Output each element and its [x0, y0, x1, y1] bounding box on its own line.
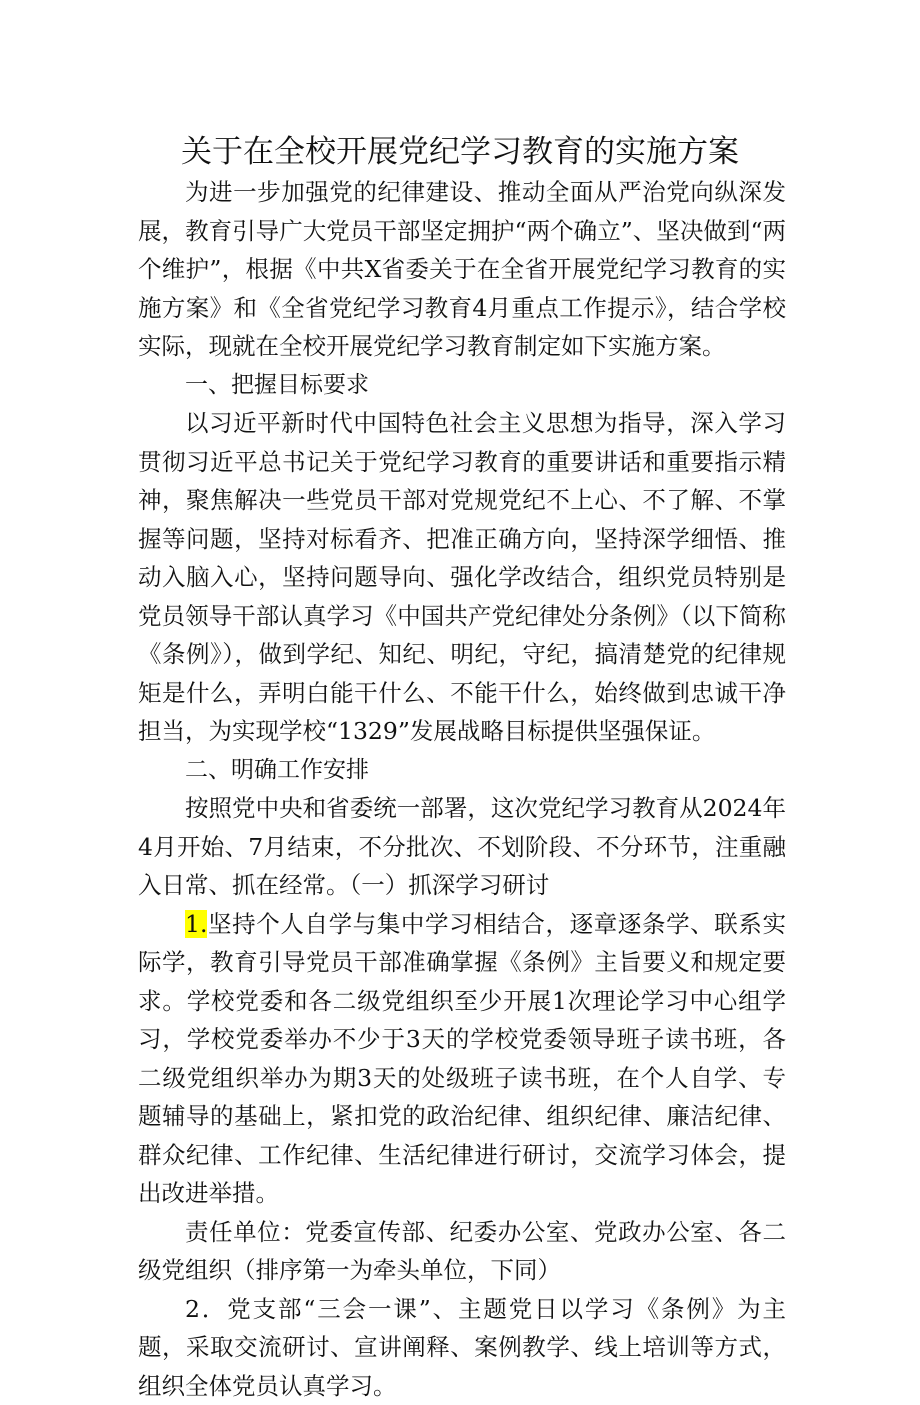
- item-1-paragraph: [138, 905, 786, 1213]
- goals-paragraph: 以习近平新时代中国特色社会主义思想为指导，深入学习贯彻习近平总书记关于党纪学习教育的重要讲话和重要指示精神，聚焦解决一些党员干部对党规党纪不上心、不了解、不掌握等问题，坚持对标看齐、把准正确方向，坚持深学细悟、推动入脑入心，坚持问题导向、强化学改结合，组织党员特别是党员领导干部认真学习《中国共产党纪律处分条例》（以下简称《条例》），做到学纪、知纪、明纪，守纪，搞清楚党的纪律规矩是什么，弄明白能干什么、不能干什么，始终做到忠诚干净担当，为实现学校“1329”发展战略目标提供坚强保证。: [138, 404, 786, 751]
- document-body: [138, 173, 786, 1405]
- section-heading-arrangements: 二、明确工作安排: [138, 751, 786, 790]
- intro-paragraph: 为进一步加强党的纪律建设、推动全面从严治党向纵深发展，教育引导广大党员干部坚定拥护“两个确立”、坚决做到“两个维护”，根据《中共X省委关于在全省开展党纪学习教育的实施方案》和《全省党纪学习教育4月重点工作提示》，结合学校实际，现就在全校开展党纪学习教育制定如下实施方案。: [138, 173, 786, 366]
- item-2-paragraph: 2．党支部“三会一课”、主题党日以学习《条例》为主题，采取交流研讨、宣讲阐释、案例教学、线上培训等方式，组织全体党员认真学习。: [138, 1290, 786, 1405]
- document-title: 关于在全校开展党纪学习教育的实施方案: [140, 130, 780, 174]
- arrangements-paragraph: 按照党中央和省委统一部署，这次党纪学习教育从2024年4月开始、7月结束，不分批次、不划阶段、不分环节，注重融入日常、抓在经常。（一）抓深学习研讨: [138, 789, 786, 905]
- item-1-text: 坚持个人自学与集中学习相结合，逐章逐条学、联系实际学，教育引导党员干部准确掌握《条例》主旨要义和规定要求。学校党委和各二级党组织至少开展1次理论学习中心组学习，学校党委举办不少于3天的学校党委领导班子读书班，各二级党组织举办为期3天的处级班子读书班，在个人自学、专题辅导的基础上，紧扣党的政治纪律、组织纪律、廉洁纪律、群众纪律、工作纪律、生活纪律进行研讨，交流学习体会，提出改进举措。: [138, 910, 786, 1208]
- responsibility-paragraph: 责任单位：党委宣传部、纪委办公室、党政办公室、各二级党组织（排序第一为牵头单位，下同）: [138, 1213, 786, 1290]
- item-1-marker-highlight: 1.: [185, 910, 207, 938]
- section-heading-goals: 一、把握目标要求: [138, 366, 786, 405]
